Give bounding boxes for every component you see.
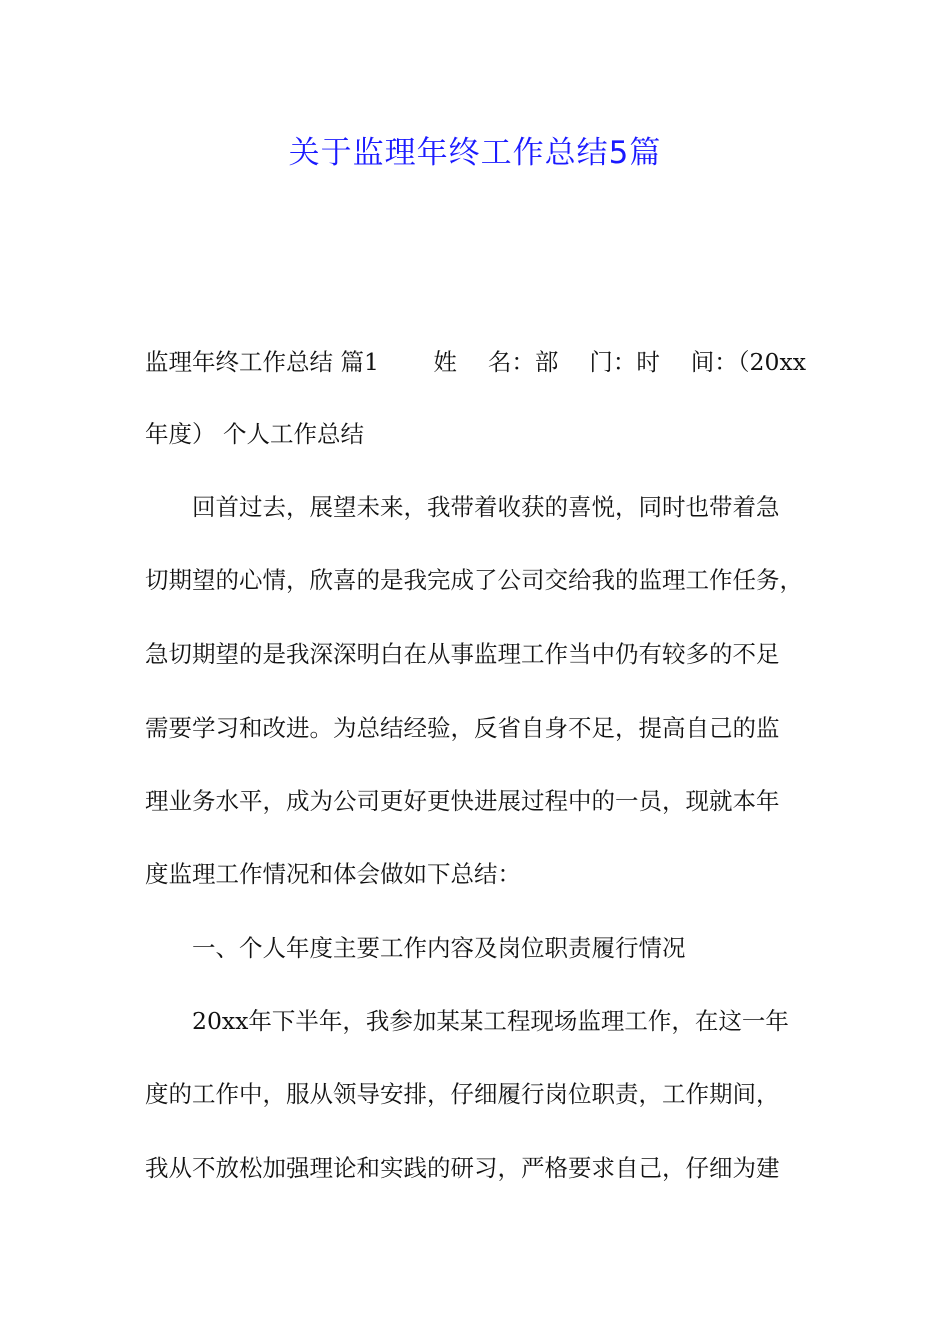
document-title: 关于监理年终工作总结5篇 xyxy=(288,135,662,171)
body-line-3: 回首过去，展望未来，我带着收获的喜悦，同时也带着急 xyxy=(145,493,780,521)
body-line-11: 度的工作中，服从领导安排，仔细履行岗位职责，工作期间， xyxy=(145,1080,780,1108)
body-line-5: 急切期望的是我深深明白在从事监理工作当中仍有较多的不足 xyxy=(145,640,780,668)
body-line-12: 我从不放松加强理论和实践的研习，严格要求自己，仔细为建 xyxy=(145,1154,780,1182)
body-line-7: 理业务水平，成为公司更好更快进展过程中的一员，现就本年 xyxy=(145,787,780,815)
body-line-6: 需要学习和改进。为总结经验，反省自身不足，提高自己的监 xyxy=(145,714,780,742)
body-line-4: 切期望的心情，欣喜的是我完成了公司交给我的监理工作任务， xyxy=(145,566,803,594)
body-line-10: 20xx年下半年，我参加某某工程现场监理工作，在这一年 xyxy=(145,1007,789,1035)
body-line-1: 监理年终工作总结 篇1 姓 名：部 门：时 间：（20xx xyxy=(145,348,806,376)
body-line-8: 度监理工作情况和体会做如下总结： xyxy=(145,860,521,888)
body-line-2: 年度） 个人工作总结 xyxy=(145,420,364,448)
section-heading-1: 一、个人年度主要工作内容及岗位职责履行情况 xyxy=(145,934,686,962)
